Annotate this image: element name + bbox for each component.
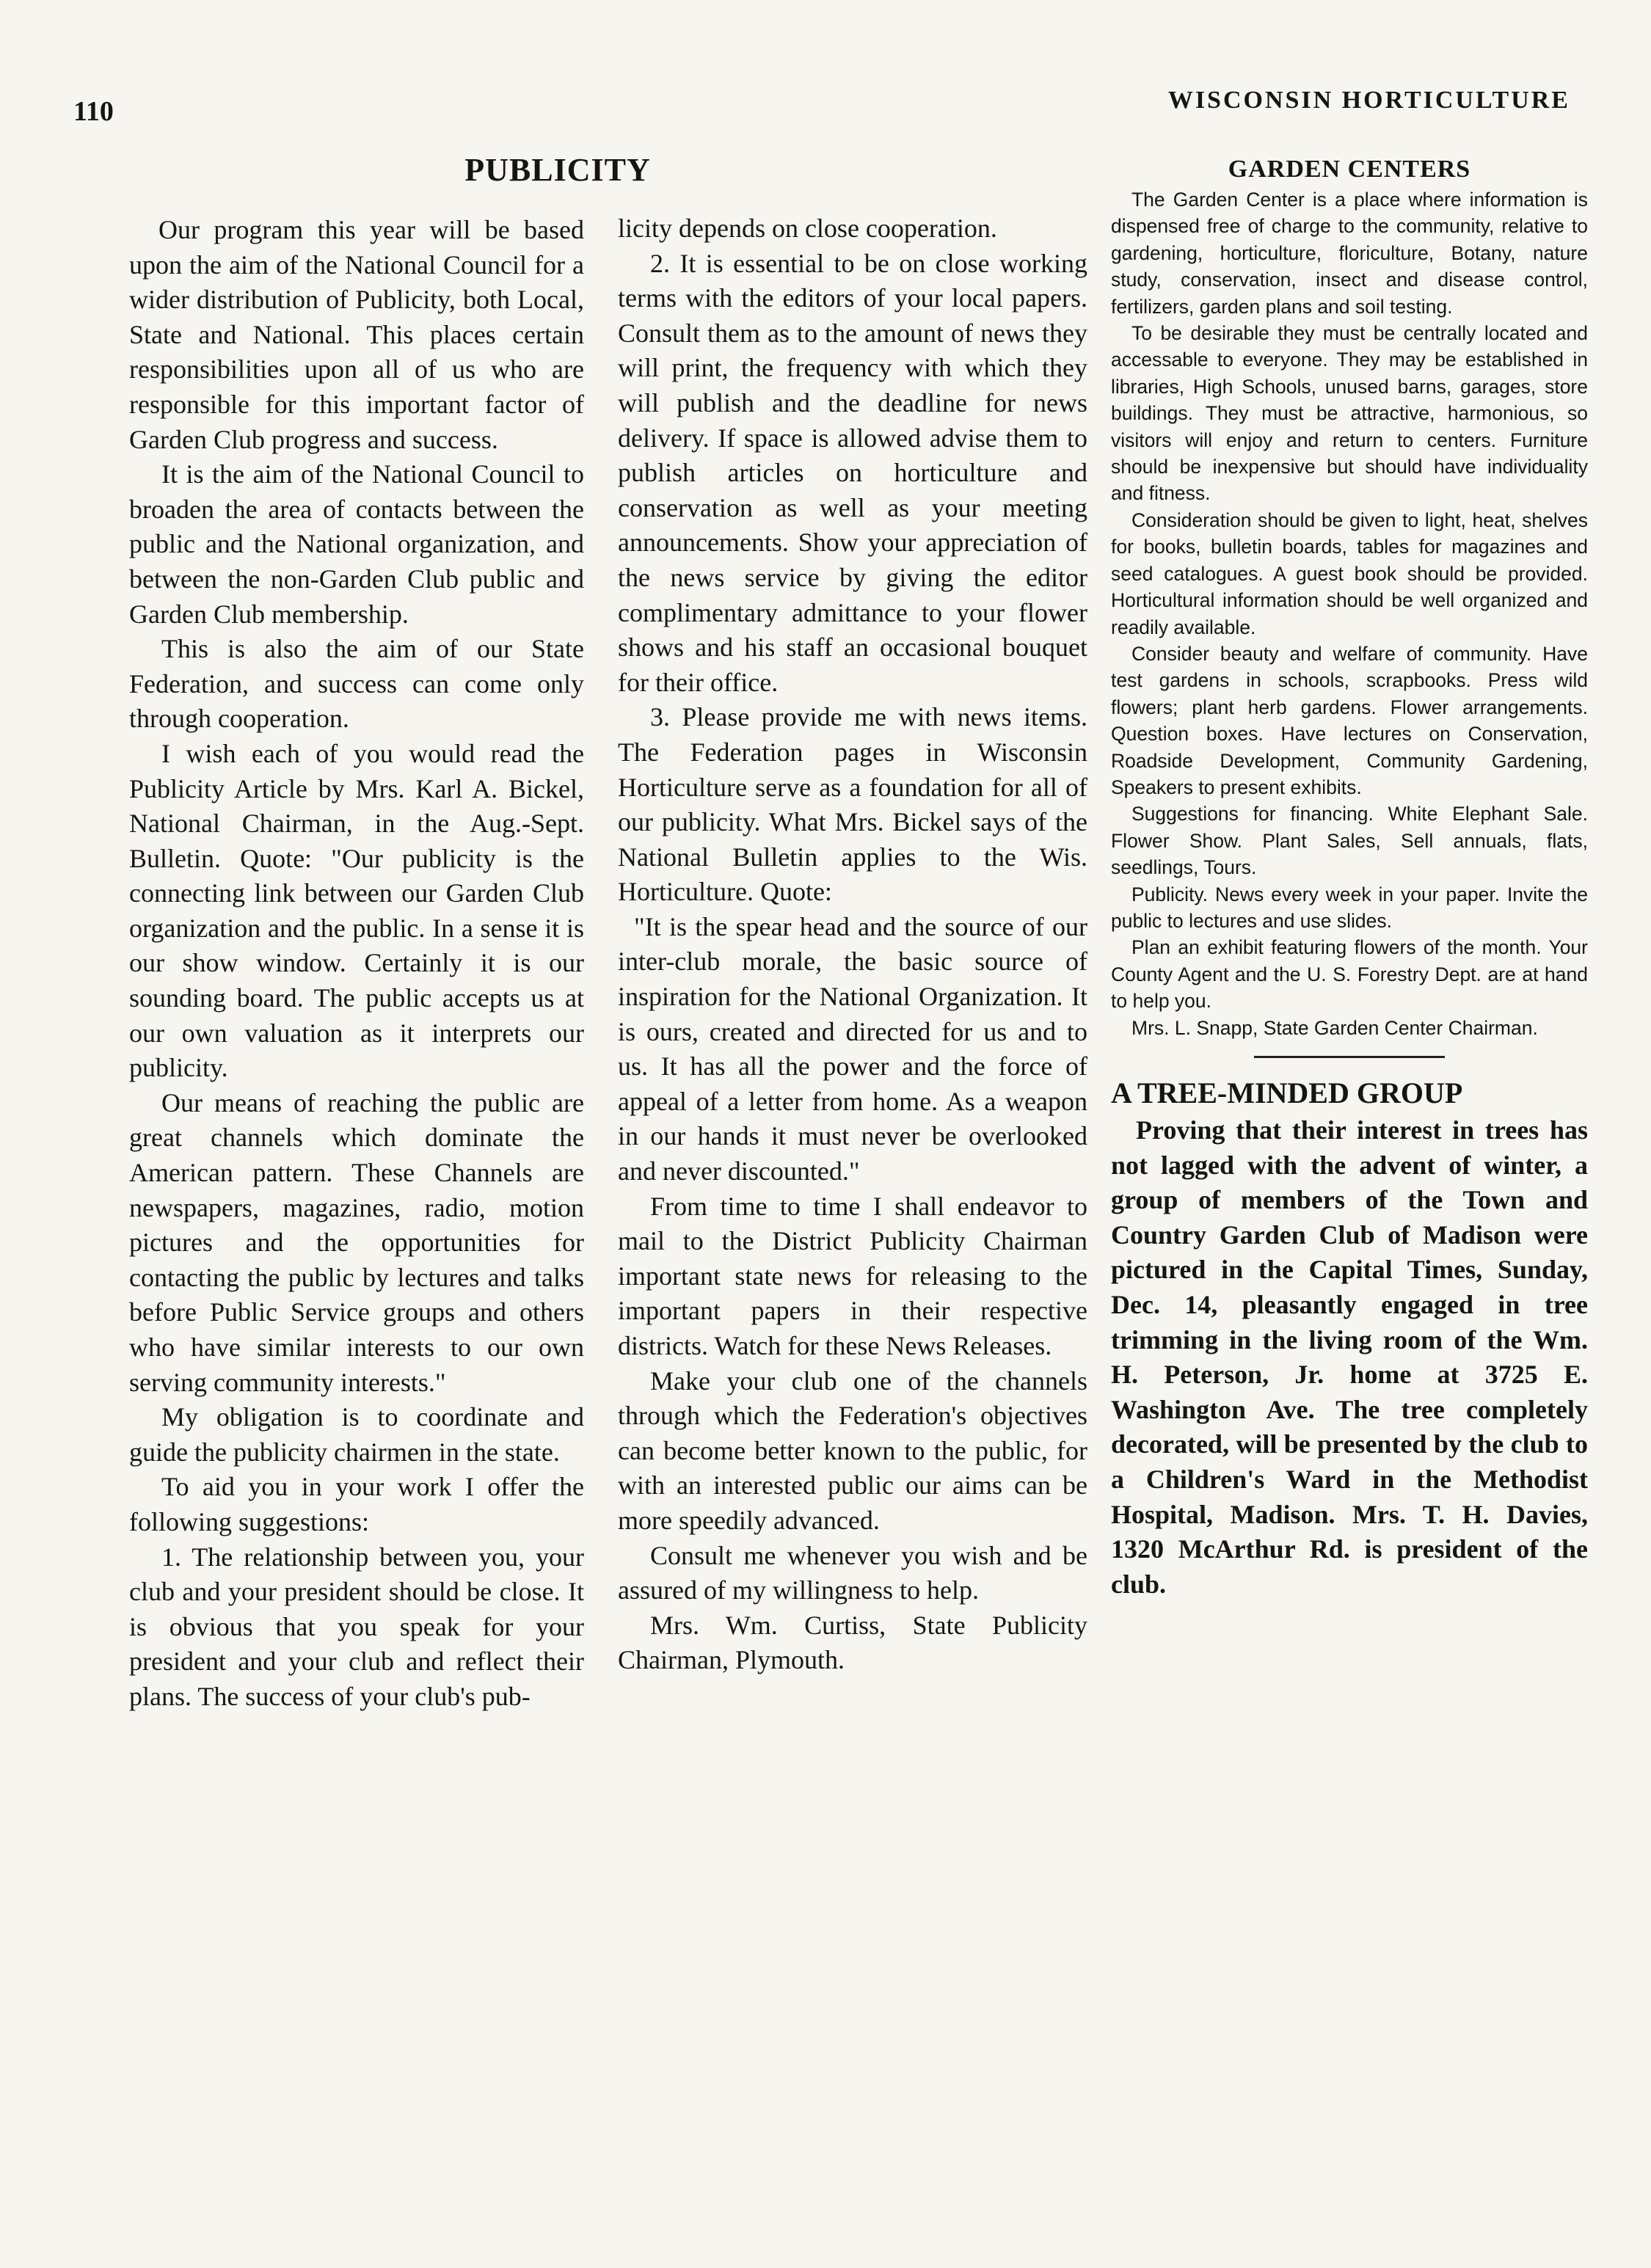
- paragraph: 2. It is essential to be on close working terms with the editors of your local papers. Consult them as to the amount of news they will print, the frequency with which they will publish and the deadline for news delivery. If space is allowed advise them to publish articles on horticulture and conservation as well as your meeting announcements. Show your appreciation of the news service by giving the editor complimentary admittance to your flower shows and his staff an occasional bouquet for their office.: [618, 248, 1087, 697]
- publicity-column-1: [129, 213, 584, 1715]
- page-number: 110: [73, 96, 114, 127]
- section-divider: [1254, 1056, 1445, 1058]
- paragraph: To be desirable they must be centrally located and accessable to everyone. They may be established in libraries, High Schools, unused barns, garages, store buildings. They must be attractive, harmonious, so visitors will enjoy and return to centers. Furniture should be inexpensive but should have individuality and fitness.: [1111, 322, 1588, 505]
- paragraph: It is the aim of the National Council to broaden the area of contacts between the public and the National organization, and between the non-Garden Club public and Garden Club membership.: [129, 459, 584, 629]
- publicity-title: PUBLICITY: [464, 152, 651, 188]
- paragraph: 3. Please provide me with news items. The Federation pages in Wisconsin Horticulture serve as a foundation for all of our publicity. What Mrs. Bickel says of the National Bulletin applies to the Wis. Horticulture. Quote:: [618, 702, 1087, 907]
- signature: Mrs. Wm. Curtiss, State Publicity Chairman, Plymouth.: [618, 1610, 1087, 1675]
- paragraph: To aid you in your work I offer the following suggestions:: [129, 1472, 584, 1536]
- paragraph: Consider beauty and welfare of community. Have test gardens in schools, scrapbooks. Press wild flowers; plant herb gardens. Flower arrangements. Question boxes. Have lectures on Conservation, Roadside Development, Community Gardening, Speakers to present exhibits.: [1111, 642, 1588, 798]
- running-head: WISCONSIN HORTICULTURE: [1167, 87, 1570, 114]
- paragraph: From time to time I shall endeavor to mail to the District Publicity Chairman important state news for releasing to the important papers in their respective districts. Watch for these News Releases.: [618, 1191, 1087, 1360]
- tree-minded-title: A TREE-MINDED GROUP: [1111, 1076, 1463, 1109]
- tree-minded-body: [1111, 1113, 1588, 1602]
- paragraph: Make your club one of the channels through which the Federation's objectives can become better known to the public, for with an interested public our aims can be more speedily advanced.: [618, 1365, 1087, 1535]
- paragraph: licity depends on close cooperation.: [618, 214, 997, 243]
- paragraph: This is also the aim of our State Federation, and success can come only through cooperation.: [129, 634, 584, 734]
- publicity-column-2: [618, 211, 1087, 1678]
- paragraph: 1. The relationship between you, your club and your president should be close. It is obvious that you speak for your president and your club and reflect their plans. The success of your club's pub-: [129, 1542, 584, 1711]
- paragraph: Suggestions for financing. White Elephant Sale. Flower Show. Plant Sales, Sell annuals, flats, seedlings, Tours.: [1111, 803, 1588, 879]
- garden-centers-body: [1111, 186, 1588, 1041]
- paragraph: Consideration should be given to light, heat, shelves for books, bulletin boards, tables for magazines and seed catalogues. A guest book should be provided. Horticultural information should be well organized and readily available.: [1111, 508, 1588, 638]
- paragraph: Publicity. News every week in your paper. Invite the public to lectures and use slides.: [1111, 883, 1588, 932]
- garden-centers-title: GARDEN CENTERS: [1228, 156, 1471, 183]
- paragraph: Our program this year will be based upon the aim of the National Council for a wider distribution of Publicity, both Local, State and National. This places certain responsibilities upon all of us who are responsible for this important factor of Garden Club progress and success.: [129, 215, 584, 454]
- signature: Mrs. L. Snapp, State Garden Center Chairman.: [1131, 1016, 1538, 1039]
- paragraph: The Garden Center is a place where information is dispensed free of charge to the community, relative to gardening, horticulture, floriculture, Botany, nature study, conservation, insect and disease control, fertilizers, garden plans and soil testing.: [1111, 189, 1588, 318]
- quote: "It is the spear head and the source of our inter-club morale, the basic source of inspiration for the National Organization. It is ours, created and directed for us and to us. It has all the power and the force of appeal of a letter from home. As a weapon in our hands it must never be overlooked and never discounted.": [618, 911, 1087, 1186]
- paragraph: My obligation is to coordinate and guide the publicity chairmen in the state.: [129, 1402, 584, 1467]
- paragraph: Our means of reaching the public are great channels which dominate the American pattern. These Channels are newspapers, magazines, radio, motion pictures and the opportunities for contacting the public by lectures and talks before Public Service groups and others who have similar interests to our own serving community interests.": [129, 1087, 584, 1397]
- paragraph: Proving that their interest in trees has not lagged with the advent of winter, a group of members of the Town and Country Garden Club of Madison were pictured in the Capital Times, Sunday, Dec. 14, pleasantly engaged in tree trimming in the living room of the Wm. H. Peterson, Jr. home at 3725 E. Washington Ave. The tree completely decorated, will be presented by the club to a Children's Ward in the Methodist Hospital, Madison. Mrs. T. H. Davies, 1320 McArthur Rd. is president of the club.: [1111, 1115, 1588, 1599]
- paragraph: Plan an exhibit featuring flowers of the month. Your County Agent and the U. S. Forestry Dept. are at hand to help you.: [1111, 936, 1588, 1013]
- sidebar-column: [1111, 156, 1588, 1602]
- paragraph: Consult me whenever you wish and be assured of my willingness to help.: [618, 1540, 1087, 1605]
- paragraph: I wish each of you would read the Publicity Article by Mrs. Karl A. Bickel, National Chairman, in the Aug.-Sept. Bulletin. Quote: "Our publicity is the connecting link between our Garden Club organization and the public. In a sense it is our show window. Certainly it is our sounding board. The public accepts us at our own valuation as it interprets our publicity.: [129, 738, 584, 1083]
